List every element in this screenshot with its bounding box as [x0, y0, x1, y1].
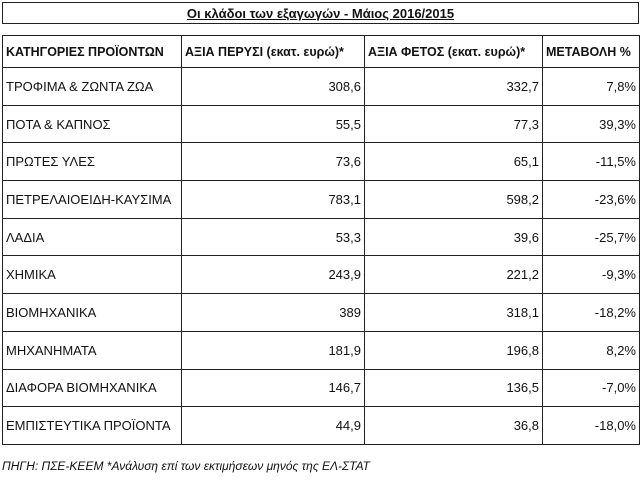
- header-this-year: ΑΞΙΑ ΦΕΤΟΣ (εκατ. ευρώ)*: [365, 36, 543, 68]
- category-cell: ΔΙΑΦΟΡΑ ΒΙΟΜΗΧΑΝΙΚΑ: [3, 369, 182, 407]
- header-category: ΚΑΤΗΓΟΡΙΕΣ ΠΡΟΪΟΝΤΩΝ: [3, 36, 182, 68]
- category-cell: ΛΑΔΙΑ: [3, 218, 182, 256]
- change-cell: -18,0%: [543, 407, 640, 445]
- category-cell: ΠΡΩΤΕΣ ΥΛΕΣ: [3, 143, 182, 181]
- category-cell: ΤΡΟΦΙΜΑ & ΖΩΝΤΑ ΖΩΑ: [3, 68, 182, 106]
- change-cell: -25,7%: [543, 218, 640, 256]
- last-year-cell: 44,9: [182, 407, 365, 445]
- header-change: ΜΕΤΑΒΟΛΗ %: [543, 36, 640, 68]
- change-cell: 8,2%: [543, 331, 640, 369]
- table-row: [3, 407, 640, 445]
- table-row: [3, 105, 640, 143]
- change-cell: -18,2%: [543, 294, 640, 332]
- this-year-cell: 598,2: [365, 181, 543, 219]
- this-year-cell: 196,8: [365, 331, 543, 369]
- category-cell: ΕΜΠΙΣΤΕΥΤΙΚΑ ΠΡΟΪΟΝΤΑ: [3, 407, 182, 445]
- last-year-cell: 73,6: [182, 143, 365, 181]
- last-year-cell: 53,3: [182, 218, 365, 256]
- category-cell: ΜΗΧΑΝΗΜΑΤΑ: [3, 331, 182, 369]
- page-title: Οι κλάδοι των εξαγωγών - Μάιος 2016/2015: [186, 5, 455, 21]
- change-cell: 39,3%: [543, 105, 640, 143]
- last-year-cell: 146,7: [182, 369, 365, 407]
- change-cell: -7,0%: [543, 369, 640, 407]
- change-cell: 7,8%: [543, 68, 640, 106]
- header-last-year: ΑΞΙΑ ΠΕΡΥΣΙ (εκατ. ευρώ)*: [182, 36, 365, 68]
- last-year-cell: 783,1: [182, 181, 365, 219]
- category-cell: ΠΟΤΑ & ΚΑΠΝΟΣ: [3, 105, 182, 143]
- title-box: [2, 2, 639, 24]
- change-cell: -11,5%: [543, 143, 640, 181]
- last-year-cell: 55,5: [182, 105, 365, 143]
- this-year-cell: 39,6: [365, 218, 543, 256]
- this-year-cell: 221,2: [365, 256, 543, 294]
- last-year-cell: 243,9: [182, 256, 365, 294]
- table-row: [3, 218, 640, 256]
- change-cell: -23,6%: [543, 181, 640, 219]
- exports-table: [2, 35, 640, 445]
- change-cell: -9,3%: [543, 256, 640, 294]
- source-footnote: ΠΗΓΗ: ΠΣΕ-ΚΕΕΜ *Ανάλυση επί των εκτιμήσεων μηνός της ΕΛ-ΣΤΑΤ: [2, 459, 370, 473]
- table-row: [3, 294, 640, 332]
- this-year-cell: 77,3: [365, 105, 543, 143]
- table-row: [3, 143, 640, 181]
- category-cell: ΒΙΟΜΗΧΑΝΙΚΑ: [3, 294, 182, 332]
- category-cell: ΧΗΜΙΚΑ: [3, 256, 182, 294]
- table-row: [3, 181, 640, 219]
- last-year-cell: 308,6: [182, 68, 365, 106]
- table-row: [3, 68, 640, 106]
- table-row: [3, 369, 640, 407]
- table-row: [3, 331, 640, 369]
- this-year-cell: 36,8: [365, 407, 543, 445]
- table-row: [3, 256, 640, 294]
- this-year-cell: 65,1: [365, 143, 543, 181]
- category-cell: ΠΕΤΡΕΛΑΙΟΕΙΔΗ-ΚΑΥΣΙΜΑ: [3, 181, 182, 219]
- table-header-row: [3, 36, 640, 68]
- this-year-cell: 332,7: [365, 68, 543, 106]
- last-year-cell: 389: [182, 294, 365, 332]
- this-year-cell: 318,1: [365, 294, 543, 332]
- last-year-cell: 181,9: [182, 331, 365, 369]
- this-year-cell: 136,5: [365, 369, 543, 407]
